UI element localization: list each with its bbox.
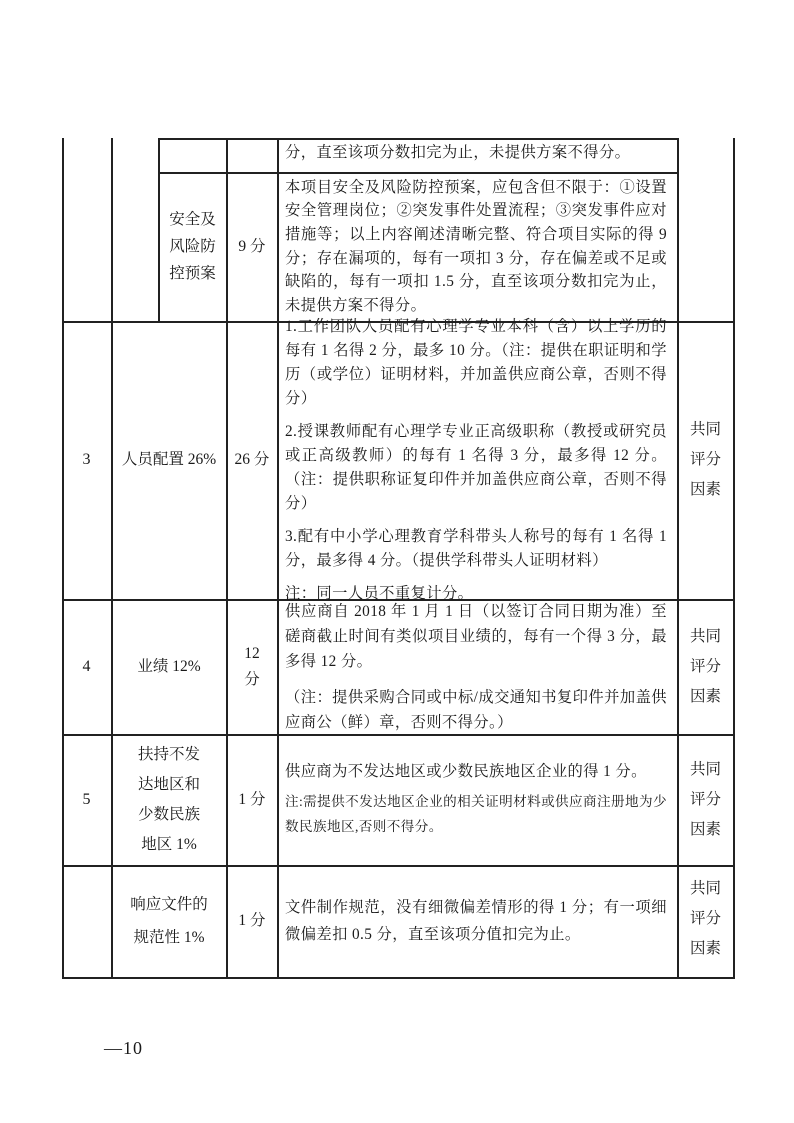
- score-cell: 26 分: [234, 451, 270, 468]
- factor-text: 共同评分因素: [689, 880, 721, 957]
- carryover-description-text: 分，直至该项分数扣完为止，未提供方案不得分。: [285, 144, 631, 161]
- row-number-cell: [62, 867, 111, 975]
- criterion-name-cell: [113, 867, 225, 975]
- table-border-bottom: [62, 977, 735, 979]
- description-paragraph: 供应商为不发达地区或少数民族地区企业的得 1 分。: [285, 763, 647, 780]
- subitem-name-cell: [160, 174, 225, 319]
- carryover-description-cell: [279, 140, 675, 172]
- description-cell: [279, 867, 675, 975]
- subitem-score-cell: 9 分: [238, 237, 266, 255]
- row-number-cell: 4: [82, 657, 91, 675]
- description-paragraph: 1.工作团队人员配有心理学专业本科（含）以上学历的每有 1 名得 2 分，最多 10 分。（注：提供在职证明和学历（或学位）证明材料，并加盖供应商公章，否则不得分）: [285, 317, 667, 407]
- description-paragraph: 文件制作规范，没有细微偏差情形的得 1 分；有一项细微偏差扣 0.5 分，直至该项分值扣完为止。: [285, 899, 667, 943]
- description-paragraph: 注：同一人员不重复计分。: [285, 584, 474, 602]
- criterion-name-cell: 业绩 12%: [137, 657, 201, 675]
- score-cell: [228, 601, 276, 732]
- factor-cell: [679, 736, 732, 863]
- factor-text: 共同评分因素: [689, 760, 721, 838]
- subitem-description-cell: [279, 174, 675, 319]
- criterion-name-cell: 人员配置 26%: [121, 451, 217, 468]
- description-paragraph: 2.授课教师配有心理学专业正高级职称（教授或研究员或正高级教师）的每有 1 名得 3 分，最多得 12 分。（注：提供职称证复印件并加盖供应商公章，否则不得分）: [285, 422, 667, 512]
- factor-cell: [679, 323, 732, 597]
- page-number: —10: [104, 1038, 143, 1058]
- criterion-name-text: 扶持不发达地区和少数民族地区 1%: [137, 745, 200, 853]
- description-cell: [279, 601, 675, 732]
- description-cell: [279, 317, 675, 602]
- factor-cell: [679, 867, 732, 975]
- row-number-cell: 5: [82, 790, 91, 808]
- score-cell: 1 分: [238, 912, 266, 929]
- subitem-description-text: 本项目安全及风险防控预案，应包含但不限于：①设置安全管理岗位；②突发事件处置流程；③突发事件应对措施等；以上内容阐述清晰完整、符合项目实际的得 9 分；存在漏项的，每有一项扣 3 分，存在偏差或不足或缺陷的，每有一项扣 1.5 分，直至该项分数扣完为止，未提供方案不得分。: [285, 178, 667, 314]
- criterion-name-cell: [113, 736, 225, 863]
- subitem-name-text: 安全及风险防控预案: [169, 211, 216, 282]
- factor-text: 共同评分因素: [689, 421, 721, 498]
- row-number-cell: 3: [82, 451, 91, 468]
- factor-cell: [679, 601, 732, 732]
- factor-text: 共同评分因素: [689, 627, 721, 705]
- description-note: 注:需提供不发达地区企业的相关证明材料或供应商注册地为少数民族地区,否则不得分。: [285, 794, 668, 834]
- score-cell: 1 分: [238, 790, 266, 808]
- description-paragraph: 3.配有中小学心理教育学科带头人称号的每有 1 名得 1 分，最多得 4 分。（提供学科带头人证明材料）: [285, 527, 667, 569]
- criterion-name-text: 响应文件的规范性 1%: [130, 896, 208, 946]
- description-paragraph: 供应商自 2018 年 1 月 1 日（以签订合同日期为准）至磋商截止时间有类似项目业绩的，每有一个得 3 分，最多得 12 分。: [285, 602, 667, 670]
- description-cell: [279, 736, 675, 863]
- score-text: 12 分: [244, 644, 260, 688]
- table-border-right: [733, 138, 735, 979]
- description-paragraph: （注：提供采购合同或中标/成交通知书复印件并加盖供应商公（鲜）章，否则不得分。）: [285, 688, 667, 731]
